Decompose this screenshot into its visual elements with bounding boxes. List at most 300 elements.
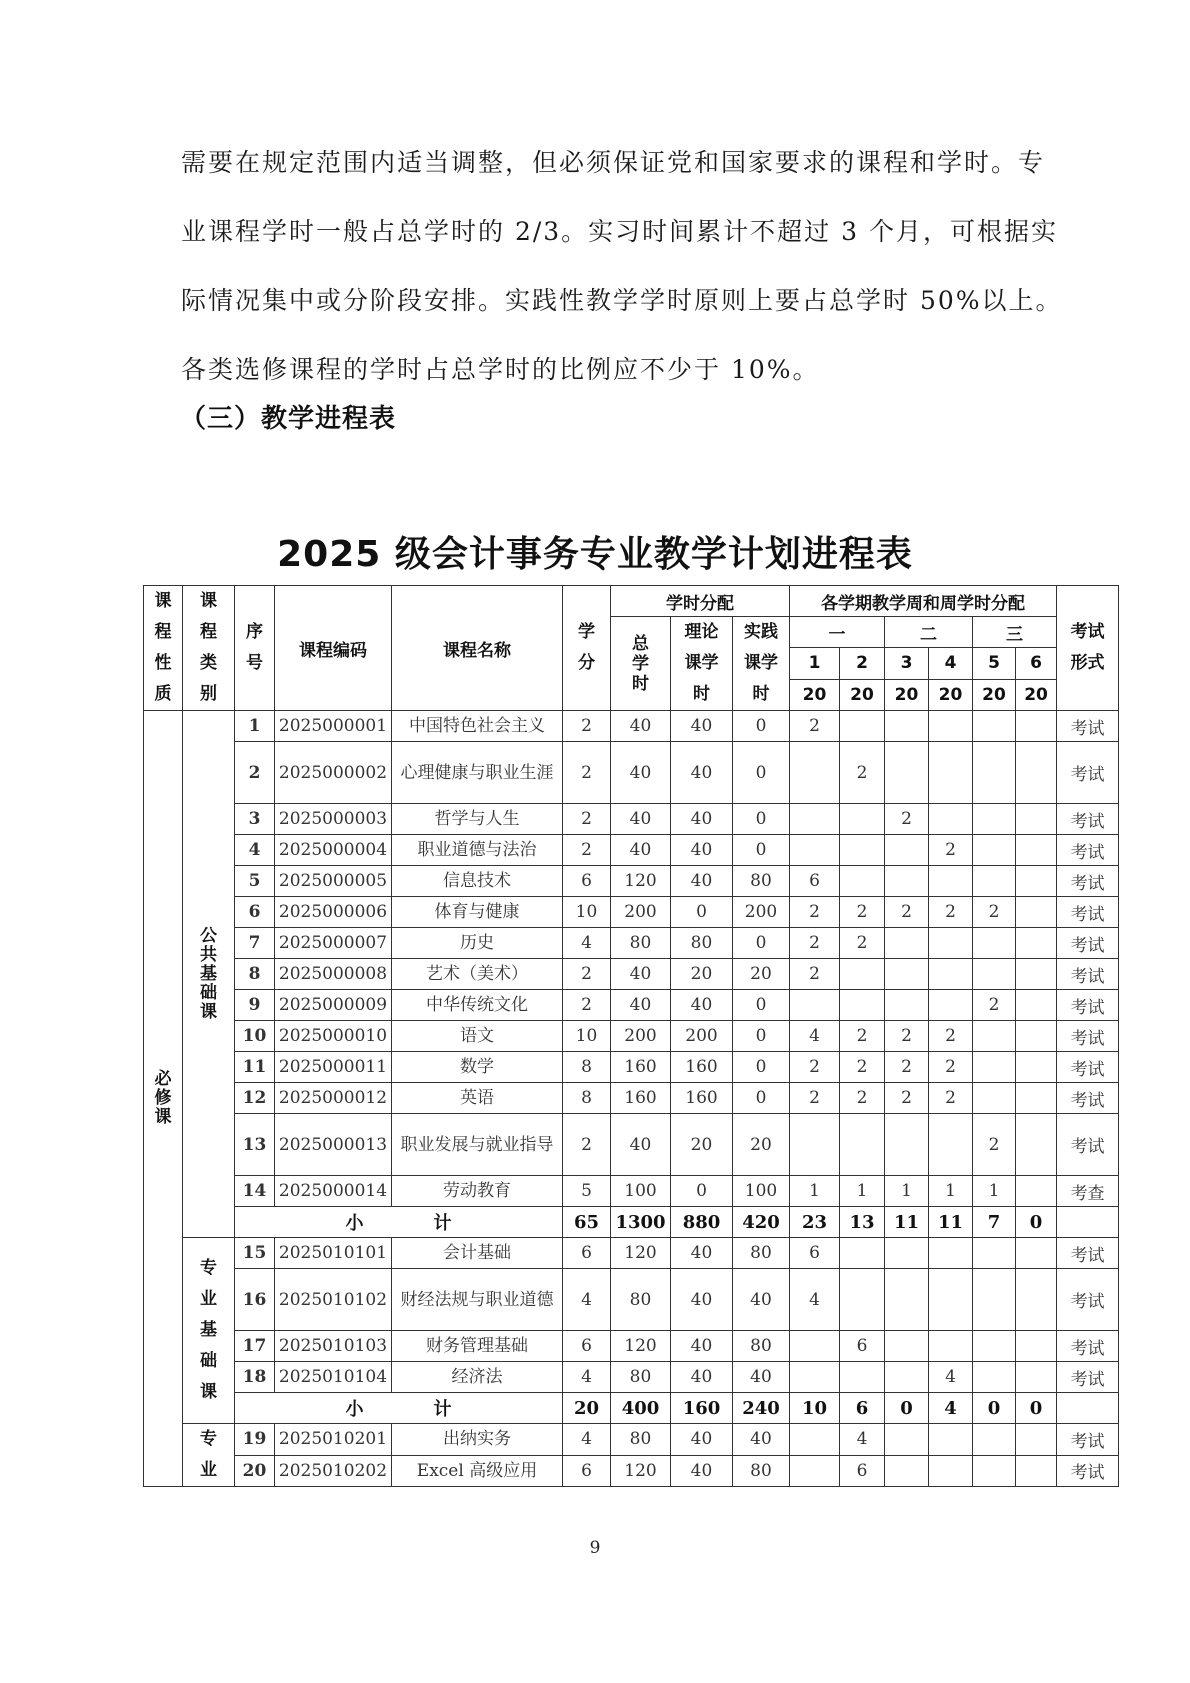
semester-hours-cell: 6 xyxy=(790,866,840,897)
course-nature-cell xyxy=(144,711,183,1487)
credit-cell: 2 xyxy=(563,1114,611,1176)
seq-cell: 3 xyxy=(235,804,275,835)
semester-hours-cell xyxy=(885,742,929,804)
semester-hours-cell xyxy=(973,1331,1016,1362)
header-semester: 1 xyxy=(790,648,840,679)
table-row xyxy=(144,1114,1119,1176)
subtotal-total-hours: 1300 xyxy=(611,1207,671,1238)
semester-hours-cell xyxy=(1016,1362,1057,1393)
semester-hours-cell xyxy=(885,1362,929,1393)
subtotal-semester-hours: 0 xyxy=(1016,1393,1057,1424)
seq-cell: 2 xyxy=(235,742,275,804)
credit-cell: 6 xyxy=(563,866,611,897)
subtotal-semester-hours: 7 xyxy=(973,1207,1016,1238)
subtotal-total-hours: 400 xyxy=(611,1393,671,1424)
course-name-cell: 劳动教育 xyxy=(392,1176,563,1207)
header-year-3: 三 xyxy=(973,617,1057,648)
semester-hours-cell xyxy=(885,1424,929,1456)
credit-cell: 6 xyxy=(563,1455,611,1487)
header-char: 学 xyxy=(578,622,595,642)
credit-cell: 8 xyxy=(563,1052,611,1083)
semester-hours-cell xyxy=(840,711,885,742)
semester-hours-cell xyxy=(885,1269,929,1331)
practice-hours-cell: 40 xyxy=(733,1424,790,1456)
semester-hours-cell xyxy=(929,742,973,804)
practice-hours-cell: 0 xyxy=(733,990,790,1021)
credit-cell: 4 xyxy=(563,928,611,959)
course-name-cell: 艺术（美术） xyxy=(392,959,563,990)
course-name-cell: 经济法 xyxy=(392,1362,563,1393)
semester-hours-cell xyxy=(840,1114,885,1176)
course-code-cell: 2025010103 xyxy=(275,1331,392,1362)
total-hours-cell: 40 xyxy=(611,804,671,835)
header-weeks: 20 xyxy=(885,679,929,710)
semester-hours-cell xyxy=(973,711,1016,742)
semester-hours-cell xyxy=(1016,928,1057,959)
subtotal-theory-hours: 880 xyxy=(671,1207,733,1238)
course-name-cell: 哲学与人生 xyxy=(392,804,563,835)
semester-hours-cell xyxy=(840,1238,885,1269)
total-hours-cell: 120 xyxy=(611,866,671,897)
credit-cell: 2 xyxy=(563,959,611,990)
paragraph-line: 需要在规定范围内适当调整，但必须保证党和国家要求的课程和学时。专 xyxy=(181,148,1046,177)
seq-cell: 5 xyxy=(235,866,275,897)
practice-hours-cell: 80 xyxy=(733,1455,790,1487)
practice-hours-cell: 0 xyxy=(733,928,790,959)
course-code-cell: 2025000006 xyxy=(275,897,392,928)
semester-hours-cell: 2 xyxy=(790,1083,840,1114)
header-char: 时 xyxy=(632,673,649,694)
header-char: 时 xyxy=(693,684,710,704)
header-seq xyxy=(235,586,275,711)
course-name-cell: 数学 xyxy=(392,1052,563,1083)
header-semester: 6 xyxy=(1016,648,1057,679)
subtotal-row xyxy=(144,1207,1119,1238)
credit-cell: 2 xyxy=(563,742,611,804)
header-code: 课程编码 xyxy=(275,586,392,711)
semester-hours-cell: 2 xyxy=(885,1052,929,1083)
subtotal-label xyxy=(235,1207,563,1238)
header-char: 性 xyxy=(154,653,172,673)
page-number: 9 xyxy=(589,1538,601,1558)
credit-cell: 6 xyxy=(563,1331,611,1362)
semester-hours-cell: 1 xyxy=(929,1176,973,1207)
table-row xyxy=(144,835,1119,866)
exam-type-cell: 考试 xyxy=(1057,1083,1119,1114)
course-name-cell: 英语 xyxy=(392,1083,563,1114)
subtotal-semester-hours: 4 xyxy=(929,1393,973,1424)
semester-hours-cell: 2 xyxy=(885,804,929,835)
theory-hours-cell: 40 xyxy=(671,711,733,742)
semester-hours-cell: 2 xyxy=(929,897,973,928)
practice-hours-cell: 0 xyxy=(733,1052,790,1083)
semester-hours-cell: 1 xyxy=(973,1176,1016,1207)
practice-hours-cell: 0 xyxy=(733,711,790,742)
exam-type-cell: 考试 xyxy=(1057,897,1119,928)
course-nature-label: 必修课 xyxy=(154,1069,172,1127)
header-total-hours xyxy=(611,617,671,711)
total-hours-cell: 200 xyxy=(611,1021,671,1052)
table-row xyxy=(144,711,1119,742)
semester-hours-cell xyxy=(1016,711,1057,742)
course-name-cell: 会计基础 xyxy=(392,1238,563,1269)
header-weeks: 20 xyxy=(840,679,885,710)
semester-hours-cell xyxy=(790,1455,840,1487)
semester-hours-cell xyxy=(929,804,973,835)
semester-hours-cell xyxy=(973,1238,1016,1269)
semester-hours-cell: 4 xyxy=(840,1424,885,1456)
semester-hours-cell xyxy=(973,804,1016,835)
practice-hours-cell: 80 xyxy=(733,866,790,897)
semester-hours-cell xyxy=(790,1362,840,1393)
seq-cell: 13 xyxy=(235,1114,275,1176)
subtotal-semester-hours: 0 xyxy=(885,1393,929,1424)
semester-hours-cell: 2 xyxy=(790,897,840,928)
total-hours-cell: 100 xyxy=(611,1176,671,1207)
semester-hours-cell: 2 xyxy=(929,1052,973,1083)
seq-cell: 10 xyxy=(235,1021,275,1052)
total-hours-cell: 120 xyxy=(611,1238,671,1269)
exam-type-cell: 考试 xyxy=(1057,711,1119,742)
semester-hours-cell xyxy=(885,1238,929,1269)
exam-type-cell: 考试 xyxy=(1057,1052,1119,1083)
seq-cell: 20 xyxy=(235,1455,275,1487)
table-row xyxy=(144,1269,1119,1331)
credit-cell: 6 xyxy=(563,1238,611,1269)
semester-hours-cell: 4 xyxy=(929,1362,973,1393)
subtotal-label-part: 小 xyxy=(345,1399,364,1420)
semester-hours-cell: 2 xyxy=(840,742,885,804)
header-practice-hours xyxy=(733,617,790,711)
subtotal-semester-hours: 11 xyxy=(929,1207,973,1238)
table-row xyxy=(144,959,1119,990)
header-weeks: 20 xyxy=(973,679,1016,710)
exam-type-cell: 考试 xyxy=(1057,1331,1119,1362)
theory-hours-cell: 20 xyxy=(671,959,733,990)
course-code-cell: 2025010202 xyxy=(275,1455,392,1487)
course-category-cell xyxy=(183,1238,235,1424)
total-hours-cell: 120 xyxy=(611,1455,671,1487)
semester-hours-cell xyxy=(1016,1083,1057,1114)
exam-type-cell: 考试 xyxy=(1057,1114,1119,1176)
header-char: 实践 xyxy=(744,622,778,642)
semester-hours-cell: 6 xyxy=(790,1238,840,1269)
semester-hours-cell xyxy=(885,835,929,866)
semester-hours-cell xyxy=(973,1052,1016,1083)
credit-cell: 2 xyxy=(563,835,611,866)
header-year-1: 一 xyxy=(790,617,885,648)
semester-hours-cell xyxy=(790,990,840,1021)
semester-hours-cell xyxy=(885,928,929,959)
semester-hours-cell: 4 xyxy=(790,1269,840,1331)
total-hours-cell: 40 xyxy=(611,742,671,804)
seq-cell: 12 xyxy=(235,1083,275,1114)
credit-cell: 2 xyxy=(563,711,611,742)
exam-type-cell: 考试 xyxy=(1057,866,1119,897)
practice-hours-cell: 0 xyxy=(733,1083,790,1114)
course-code-cell: 2025010201 xyxy=(275,1424,392,1456)
theory-hours-cell: 0 xyxy=(671,1176,733,1207)
semester-hours-cell xyxy=(929,990,973,1021)
semester-hours-cell xyxy=(1016,866,1057,897)
semester-hours-cell xyxy=(885,1455,929,1487)
semester-hours-cell xyxy=(885,990,929,1021)
exam-type-cell: 考试 xyxy=(1057,1238,1119,1269)
course-code-cell: 2025010102 xyxy=(275,1269,392,1331)
total-hours-cell: 80 xyxy=(611,1269,671,1331)
header-char: 程 xyxy=(154,622,172,642)
seq-cell: 14 xyxy=(235,1176,275,1207)
course-code-cell: 2025000009 xyxy=(275,990,392,1021)
subtotal-label-part: 计 xyxy=(433,1399,452,1420)
semester-hours-cell: 2 xyxy=(790,959,840,990)
semester-hours-cell: 2 xyxy=(840,897,885,928)
semester-hours-cell: 2 xyxy=(790,711,840,742)
semester-hours-cell xyxy=(973,928,1016,959)
header-semester: 5 xyxy=(973,648,1016,679)
total-hours-cell: 80 xyxy=(611,1362,671,1393)
seq-cell: 15 xyxy=(235,1238,275,1269)
subtotal-row xyxy=(144,1393,1119,1424)
exam-type-cell: 考试 xyxy=(1057,835,1119,866)
subtotal-exam-empty xyxy=(1057,1393,1119,1424)
practice-hours-cell: 20 xyxy=(733,959,790,990)
course-code-cell: 2025000011 xyxy=(275,1052,392,1083)
subtotal-semester-hours: 0 xyxy=(973,1393,1016,1424)
credit-cell: 10 xyxy=(563,897,611,928)
header-semester-group: 各学期教学周和周学时分配 xyxy=(790,586,1057,617)
semester-hours-cell xyxy=(1016,959,1057,990)
semester-hours-cell xyxy=(973,1362,1016,1393)
exam-type-cell: 考试 xyxy=(1057,1269,1119,1331)
semester-hours-cell xyxy=(790,1114,840,1176)
teaching-plan-table xyxy=(143,585,1119,1487)
seq-cell: 11 xyxy=(235,1052,275,1083)
seq-cell: 16 xyxy=(235,1269,275,1331)
course-code-cell: 2025000014 xyxy=(275,1176,392,1207)
semester-hours-cell: 4 xyxy=(790,1021,840,1052)
semester-hours-cell xyxy=(840,959,885,990)
semester-hours-cell: 2 xyxy=(840,928,885,959)
semester-hours-cell: 2 xyxy=(929,1021,973,1052)
header-char: 时 xyxy=(752,684,770,704)
theory-hours-cell: 40 xyxy=(671,835,733,866)
course-category-cell xyxy=(183,711,235,1238)
credit-cell: 8 xyxy=(563,1083,611,1114)
semester-hours-cell xyxy=(790,742,840,804)
semester-hours-cell: 2 xyxy=(929,1083,973,1114)
course-code-cell: 2025000010 xyxy=(275,1021,392,1052)
semester-hours-cell xyxy=(973,1269,1016,1331)
seq-cell: 19 xyxy=(235,1424,275,1456)
credit-cell: 4 xyxy=(563,1269,611,1331)
paragraph-line: 际情况集中或分阶段安排。实践性教学学时原则上要占总学时 50%以上。 xyxy=(181,286,1063,315)
theory-hours-cell: 200 xyxy=(671,1021,733,1052)
course-category-label: 公共基础课 xyxy=(200,925,217,1022)
semester-hours-cell xyxy=(929,1238,973,1269)
semester-hours-cell: 2 xyxy=(790,928,840,959)
semester-hours-cell xyxy=(885,1114,929,1176)
table-row xyxy=(144,1176,1119,1207)
semester-hours-cell xyxy=(1016,1114,1057,1176)
practice-hours-cell: 200 xyxy=(733,897,790,928)
total-hours-cell: 40 xyxy=(611,1114,671,1176)
theory-hours-cell: 40 xyxy=(671,1269,733,1331)
semester-hours-cell: 1 xyxy=(790,1176,840,1207)
practice-hours-cell: 100 xyxy=(733,1176,790,1207)
header-semester: 4 xyxy=(929,648,973,679)
table-row xyxy=(144,1362,1119,1393)
subtotal-exam-empty xyxy=(1057,1207,1119,1238)
table-row xyxy=(144,1052,1119,1083)
course-code-cell: 2025000004 xyxy=(275,835,392,866)
semester-hours-cell: 6 xyxy=(840,1331,885,1362)
header-char: 课学 xyxy=(684,653,719,673)
header-weeks: 20 xyxy=(790,679,840,710)
semester-hours-cell xyxy=(1016,990,1057,1021)
theory-hours-cell: 40 xyxy=(671,1424,733,1456)
header-year-2: 二 xyxy=(885,617,973,648)
course-code-cell: 2025000001 xyxy=(275,711,392,742)
subtotal-label-part: 小 xyxy=(345,1213,364,1234)
course-code-cell: 2025000007 xyxy=(275,928,392,959)
seq-cell: 1 xyxy=(235,711,275,742)
header-weeks: 20 xyxy=(929,679,973,710)
semester-hours-cell xyxy=(885,866,929,897)
semester-hours-cell xyxy=(790,1331,840,1362)
theory-hours-cell: 80 xyxy=(671,928,733,959)
theory-hours-cell: 40 xyxy=(671,804,733,835)
semester-hours-cell xyxy=(929,1331,973,1362)
practice-hours-cell: 40 xyxy=(733,1269,790,1331)
course-code-cell: 2025000002 xyxy=(275,742,392,804)
course-name-cell: 出纳实务 xyxy=(392,1424,563,1456)
course-category-label: 专业基础课 xyxy=(200,1258,217,1402)
paragraph-line: 各类选修课程的学时占总学时的比例应不少于 10%。 xyxy=(181,355,820,384)
semester-hours-cell xyxy=(840,804,885,835)
exam-type-cell: 考试 xyxy=(1057,804,1119,835)
table-row xyxy=(144,990,1119,1021)
credit-cell: 4 xyxy=(563,1424,611,1456)
semester-hours-cell xyxy=(1016,1269,1057,1331)
course-name-cell: 语文 xyxy=(392,1021,563,1052)
semester-hours-cell: 2 xyxy=(840,1052,885,1083)
header-char: 考试 xyxy=(1070,622,1105,642)
course-name-cell: 财务管理基础 xyxy=(392,1331,563,1362)
seq-cell: 6 xyxy=(235,897,275,928)
subtotal-semester-hours: 0 xyxy=(1016,1207,1057,1238)
theory-hours-cell: 40 xyxy=(671,1331,733,1362)
header-char: 号 xyxy=(246,653,263,673)
exam-type-cell: 考查 xyxy=(1057,1176,1119,1207)
header-char: 程 xyxy=(200,622,217,642)
course-name-cell: 心理健康与职业生涯 xyxy=(392,742,563,804)
header-char: 类 xyxy=(200,653,217,673)
course-name-cell: 职业道德与法治 xyxy=(392,835,563,866)
exam-type-cell: 考试 xyxy=(1057,990,1119,1021)
semester-hours-cell xyxy=(1016,804,1057,835)
course-code-cell: 2025000008 xyxy=(275,959,392,990)
total-hours-cell: 120 xyxy=(611,1331,671,1362)
table-row xyxy=(144,742,1119,804)
semester-hours-cell: 2 xyxy=(790,1052,840,1083)
semester-hours-cell xyxy=(929,711,973,742)
semester-hours-cell xyxy=(1016,1238,1057,1269)
course-code-cell: 2025010101 xyxy=(275,1238,392,1269)
course-name-cell: 信息技术 xyxy=(392,866,563,897)
table-row xyxy=(144,928,1119,959)
semester-hours-cell: 2 xyxy=(840,1021,885,1052)
semester-hours-cell xyxy=(929,959,973,990)
course-code-cell: 2025010104 xyxy=(275,1362,392,1393)
seq-cell: 7 xyxy=(235,928,275,959)
semester-hours-cell: 2 xyxy=(885,1083,929,1114)
header-credit xyxy=(563,586,611,711)
practice-hours-cell: 80 xyxy=(733,1238,790,1269)
total-hours-cell: 40 xyxy=(611,711,671,742)
semester-hours-cell xyxy=(1016,897,1057,928)
subtotal-semester-hours: 13 xyxy=(840,1207,885,1238)
total-hours-cell: 160 xyxy=(611,1052,671,1083)
subtotal-credit: 20 xyxy=(563,1393,611,1424)
table-row xyxy=(144,897,1119,928)
practice-hours-cell: 80 xyxy=(733,1331,790,1362)
semester-hours-cell xyxy=(790,1424,840,1456)
semester-hours-cell xyxy=(929,1455,973,1487)
header-exam xyxy=(1057,586,1119,711)
semester-hours-cell xyxy=(973,866,1016,897)
semester-hours-cell xyxy=(885,711,929,742)
seq-cell: 18 xyxy=(235,1362,275,1393)
semester-hours-cell xyxy=(885,959,929,990)
total-hours-cell: 160 xyxy=(611,1083,671,1114)
semester-hours-cell xyxy=(885,1331,929,1362)
header-theory-hours xyxy=(671,617,733,711)
total-hours-cell: 40 xyxy=(611,990,671,1021)
course-code-cell: 2025000013 xyxy=(275,1114,392,1176)
seq-cell: 17 xyxy=(235,1331,275,1362)
section-heading: （三）教学进程表 xyxy=(180,404,397,434)
credit-cell: 2 xyxy=(563,804,611,835)
semester-hours-cell xyxy=(1016,1424,1057,1456)
course-name-cell: Excel 高级应用 xyxy=(392,1455,563,1487)
theory-hours-cell: 40 xyxy=(671,1238,733,1269)
header-course-category xyxy=(183,586,235,711)
practice-hours-cell: 40 xyxy=(733,1362,790,1393)
header-char: 总 xyxy=(632,633,649,654)
table-row xyxy=(144,1331,1119,1362)
course-name-cell: 财经法规与职业道德 xyxy=(392,1269,563,1331)
exam-type-cell: 考试 xyxy=(1057,1362,1119,1393)
course-name-cell: 中国特色社会主义 xyxy=(392,711,563,742)
table-title: 2025 级会计事务专业教学计划进程表 xyxy=(277,534,913,575)
semester-hours-cell xyxy=(790,804,840,835)
practice-hours-cell: 0 xyxy=(733,835,790,866)
semester-hours-cell xyxy=(1016,742,1057,804)
subtotal-semester-hours: 23 xyxy=(790,1207,840,1238)
total-hours-cell: 80 xyxy=(611,928,671,959)
course-code-cell: 2025000003 xyxy=(275,804,392,835)
semester-hours-cell: 2 xyxy=(885,1021,929,1052)
header-char: 课 xyxy=(154,591,172,611)
theory-hours-cell: 40 xyxy=(671,742,733,804)
semester-hours-cell xyxy=(929,1269,973,1331)
semester-hours-cell xyxy=(840,990,885,1021)
total-hours-cell: 40 xyxy=(611,835,671,866)
paragraph-line: 业课程学时一般占总学时的 2/3。实习时间累计不超过 3 个月，可根据实 xyxy=(181,217,1058,246)
table-row xyxy=(144,804,1119,835)
seq-cell: 9 xyxy=(235,990,275,1021)
